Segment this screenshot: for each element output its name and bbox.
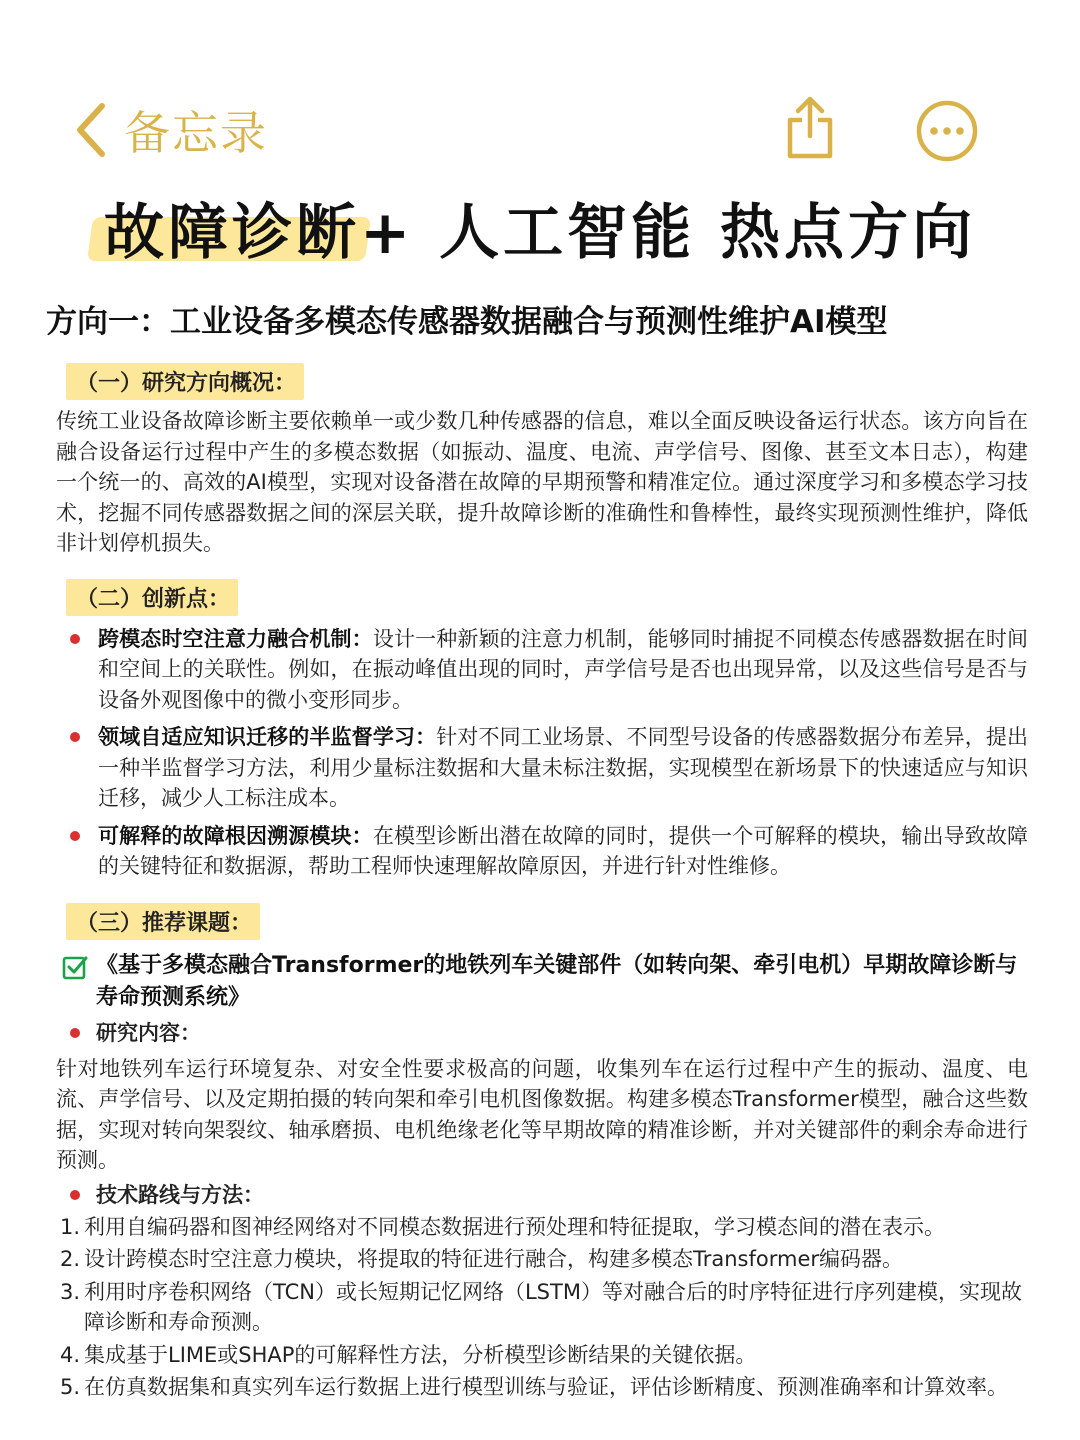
step-text: 在仿真数据集和真实列车运行数据上进行模型训练与验证，评估诊断精度、预测准确率和计算效率。	[84, 1375, 1008, 1399]
overview-text: 传统工业设备故障诊断主要依赖单一或少数几种传感器的信息，难以全面反映设备运行状态。该方向旨在融合设备运行过程中产生的多模态数据（如振动、温度、电流、声学信号、图像、甚至文本日志），构建一个统一的、高效的AI模型，实现对设备潜在故障的早期预警和精准定位。通过深度学习和多模态学习技术，挖掘不同传感器数据之间的深层关联，提升故障诊断的准确性和鲁棒性，最终实现预测性维护，降低非计划停机损失。	[56, 409, 1028, 555]
step-text: 利用时序卷积网络（TCN）或长短期记忆网络（LSTM）等对融合后的时序特征进行序列建模，实现故障诊断和寿命预测。	[84, 1279, 1022, 1334]
step-text: 设计跨模态时空注意力模块，将提取的特征进行融合，构建多模态Transformer编码器。	[84, 1247, 904, 1271]
step-number: 3.	[60, 1279, 81, 1304]
note-body	[46, 296, 1029, 1405]
bullet-dot-icon	[70, 1028, 80, 1038]
bullet-dot-icon	[70, 634, 80, 644]
innovation-text: 在模型诊断出潜在故障的同时，提供一个可解释的模块，输出导致故障的关键特征和数据源，帮助工程师快速理解故障原因，并进行针对性维修。	[98, 823, 1029, 878]
topic-title-text: 《基于多模态融合Transformer的地铁列车关键部件（如转向架、牵引电机）早期故障诊断与寿命预测系统》	[96, 952, 1018, 1010]
topic-title	[52, 950, 1028, 1014]
list-item	[52, 821, 1028, 882]
back-button[interactable]	[72, 98, 268, 162]
list-item	[52, 722, 1028, 814]
method-label	[52, 1180, 1028, 1210]
innovation-title: 可解释的故障根因溯源模块：	[98, 823, 373, 848]
innovation-tag: （二）创新点：	[66, 579, 238, 616]
innovation-list	[52, 624, 1028, 882]
overview-tag: （一）研究方向概况：	[66, 363, 304, 400]
step-number: 2.	[60, 1247, 81, 1271]
innovation-title: 跨模态时空注意力融合机制：	[98, 626, 373, 651]
list-item	[52, 624, 1028, 716]
method-label-text: 技术路线与方法：	[96, 1182, 264, 1207]
method-steps	[52, 1212, 1028, 1403]
chevron-left-icon	[72, 100, 110, 160]
innovation-text: 设计一种新颖的注意力机制，能够同时捕捉不同模态传感器数据在时间和空间上的关联性。例如，在振动峰值出现的同时，声学信号是否也出现异常，以及这些信号是否与设备外观图像中的微小变形同步。	[98, 626, 1029, 712]
list-item	[52, 1277, 1028, 1338]
topics-tag: （三）推荐课题：	[66, 903, 260, 940]
page-title	[104, 185, 976, 271]
research-text: 针对地铁列车运行环境复杂、对安全性要求极高的问题，收集列车在运行过程中产生的振动、温度、电流、声学信号、以及定期拍摄的转向架和牵引电机图像数据。构建多模态Transformer模型，融合这些数据，实现对转向架裂纹、轴承磨损、电机绝缘老化等早期故障的精准诊断，并对关键部件的剩余寿命进行预测。	[56, 1056, 1028, 1172]
share-icon[interactable]	[782, 96, 838, 160]
navigation-bar	[0, 0, 1080, 170]
hero-header	[0, 185, 1080, 271]
innovation-title: 领域自适应知识迁移的半监督学习：	[98, 725, 437, 749]
step-number: 1.	[60, 1214, 81, 1239]
step-text: 集成基于LIME或SHAP的可解释性方法，分析模型诊断结果的关键依据。	[84, 1342, 757, 1367]
innovation-text: 针对不同工业场景、不同型号设备的传感器数据分布差异，提出一种半监督学习方法，利用少量标注数据和大量未标注数据，实现模型在新场景下的快速适应与知识迁移，减少人工标注成本。	[98, 725, 1028, 810]
section-title: 方向一：工业设备多模态传感器数据融合与预测性维护AI模型	[46, 304, 888, 340]
step-text: 利用自编码器和图神经网络对不同模态数据进行预处理和特征提取，学习模态间的潜在表示。	[84, 1214, 945, 1239]
list-item	[52, 1340, 1028, 1371]
more-icon[interactable]	[914, 98, 980, 164]
step-number: 5.	[60, 1375, 81, 1399]
research-label-text: 研究内容：	[96, 1020, 201, 1045]
bullet-dot-icon	[70, 1190, 80, 1200]
step-number: 4.	[60, 1342, 81, 1367]
bullet-dot-icon	[70, 831, 80, 841]
list-item	[52, 1372, 1028, 1403]
back-label: 备忘录	[124, 106, 268, 160]
checkbox-icon[interactable]	[62, 954, 88, 980]
title-rest: + 人工智能 热点方向	[359, 198, 977, 268]
title-highlight: 故障诊断	[104, 185, 360, 271]
bullet-dot-icon	[70, 732, 80, 742]
list-item	[52, 1244, 1028, 1275]
list-item	[52, 1212, 1028, 1243]
research-label	[52, 1018, 1028, 1048]
